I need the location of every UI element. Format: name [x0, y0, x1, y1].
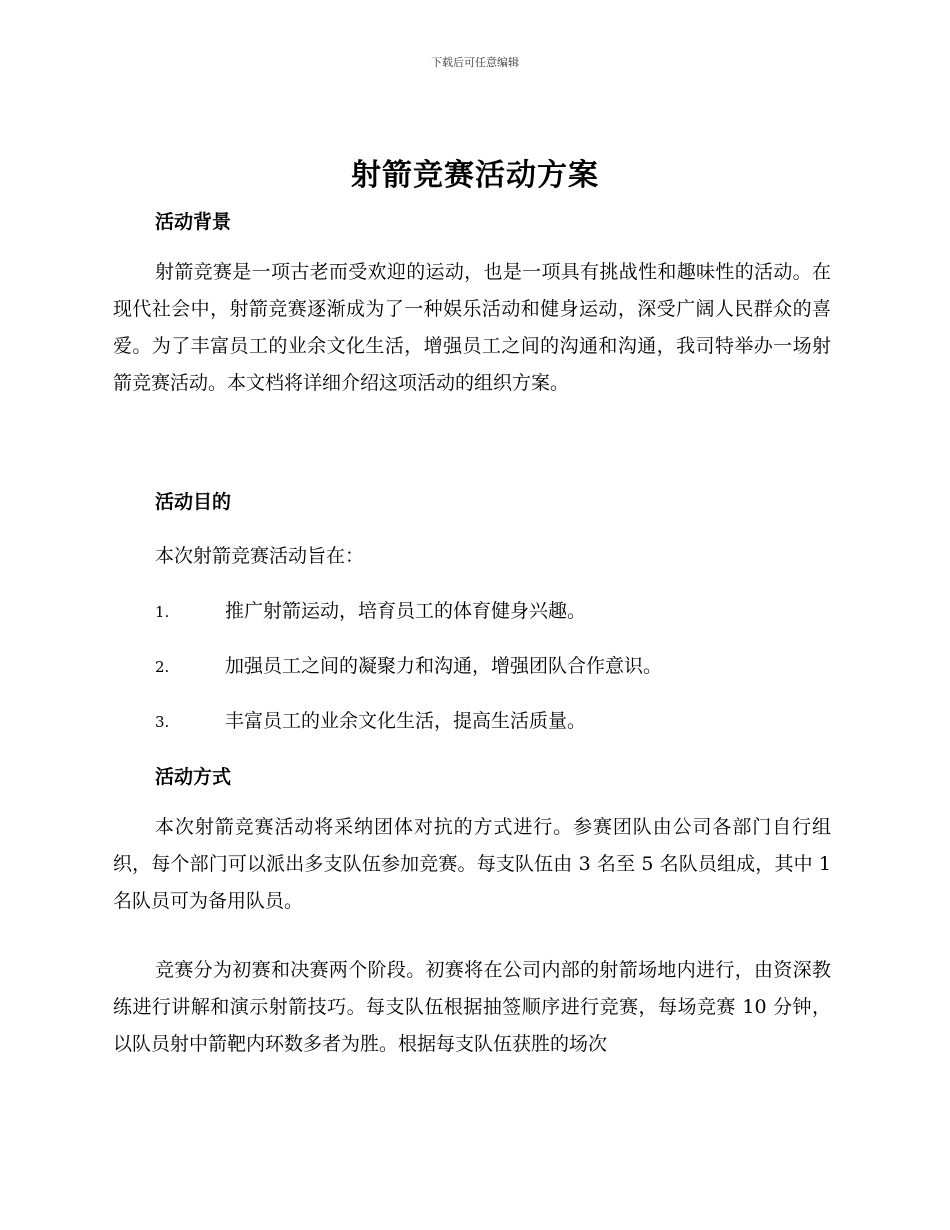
list-item	[155, 596, 586, 623]
list-item	[155, 706, 586, 733]
paragraph-method-2: 竞赛分为初赛和决赛两个阶段。初赛将在公司内部的射箭场地内进行，由资深教练进行讲解和演示射箭技巧。每支队伍根据抽签顺序进行竞赛，每场竞赛 10 分钟，以队员射中箭靶内环数多者为胜。根据每支队伍获胜的场次	[113, 959, 831, 1055]
list-item-number: 3.	[155, 713, 170, 731]
paragraph-method-1: 本次射箭竞赛活动将采纳团体对抗的方式进行。参赛团队由公司各部门自行组织，每个部门可以派出多支队伍参加竞赛。每支队伍由 3 名至 5 名队员组成，其中 1 名队员可为备用队员。	[113, 816, 831, 912]
list-item-number: 1.	[155, 603, 170, 621]
heading-method: 活动方式	[155, 766, 232, 788]
paragraph-background: 射箭竞赛是一项古老而受欢迎的运动，也是一项具有挑战性和趣味性的活动。在现代社会中，射箭竞赛逐渐成为了一种娱乐活动和健身运动，深受广阔人民群众的喜爱。为了丰富员工的业余文化生活，增强员工之间的沟通和沟通，我司特举办一场射箭竞赛活动。本文档将详细介绍这项活动的组织方案。	[113, 261, 831, 394]
heading-background: 活动背景	[155, 211, 232, 233]
header-note: 下载后可任意编辑	[431, 56, 519, 69]
list-item-text: 加强员工之间的凝聚力和沟通，增强团队合作意识。	[225, 655, 663, 677]
list-item-text: 推广射箭运动，培育员工的体育健身兴趣。	[225, 600, 587, 622]
heading-purpose: 活动目的	[155, 491, 232, 513]
list-item-text: 丰富员工的业余文化生活，提高生活质量。	[225, 710, 587, 732]
list-item	[155, 651, 662, 678]
document-title: 射箭竞赛活动方案	[351, 158, 599, 193]
list-item-number: 2.	[155, 658, 170, 676]
purpose-intro: 本次射箭竞赛活动旨在：	[155, 545, 365, 567]
